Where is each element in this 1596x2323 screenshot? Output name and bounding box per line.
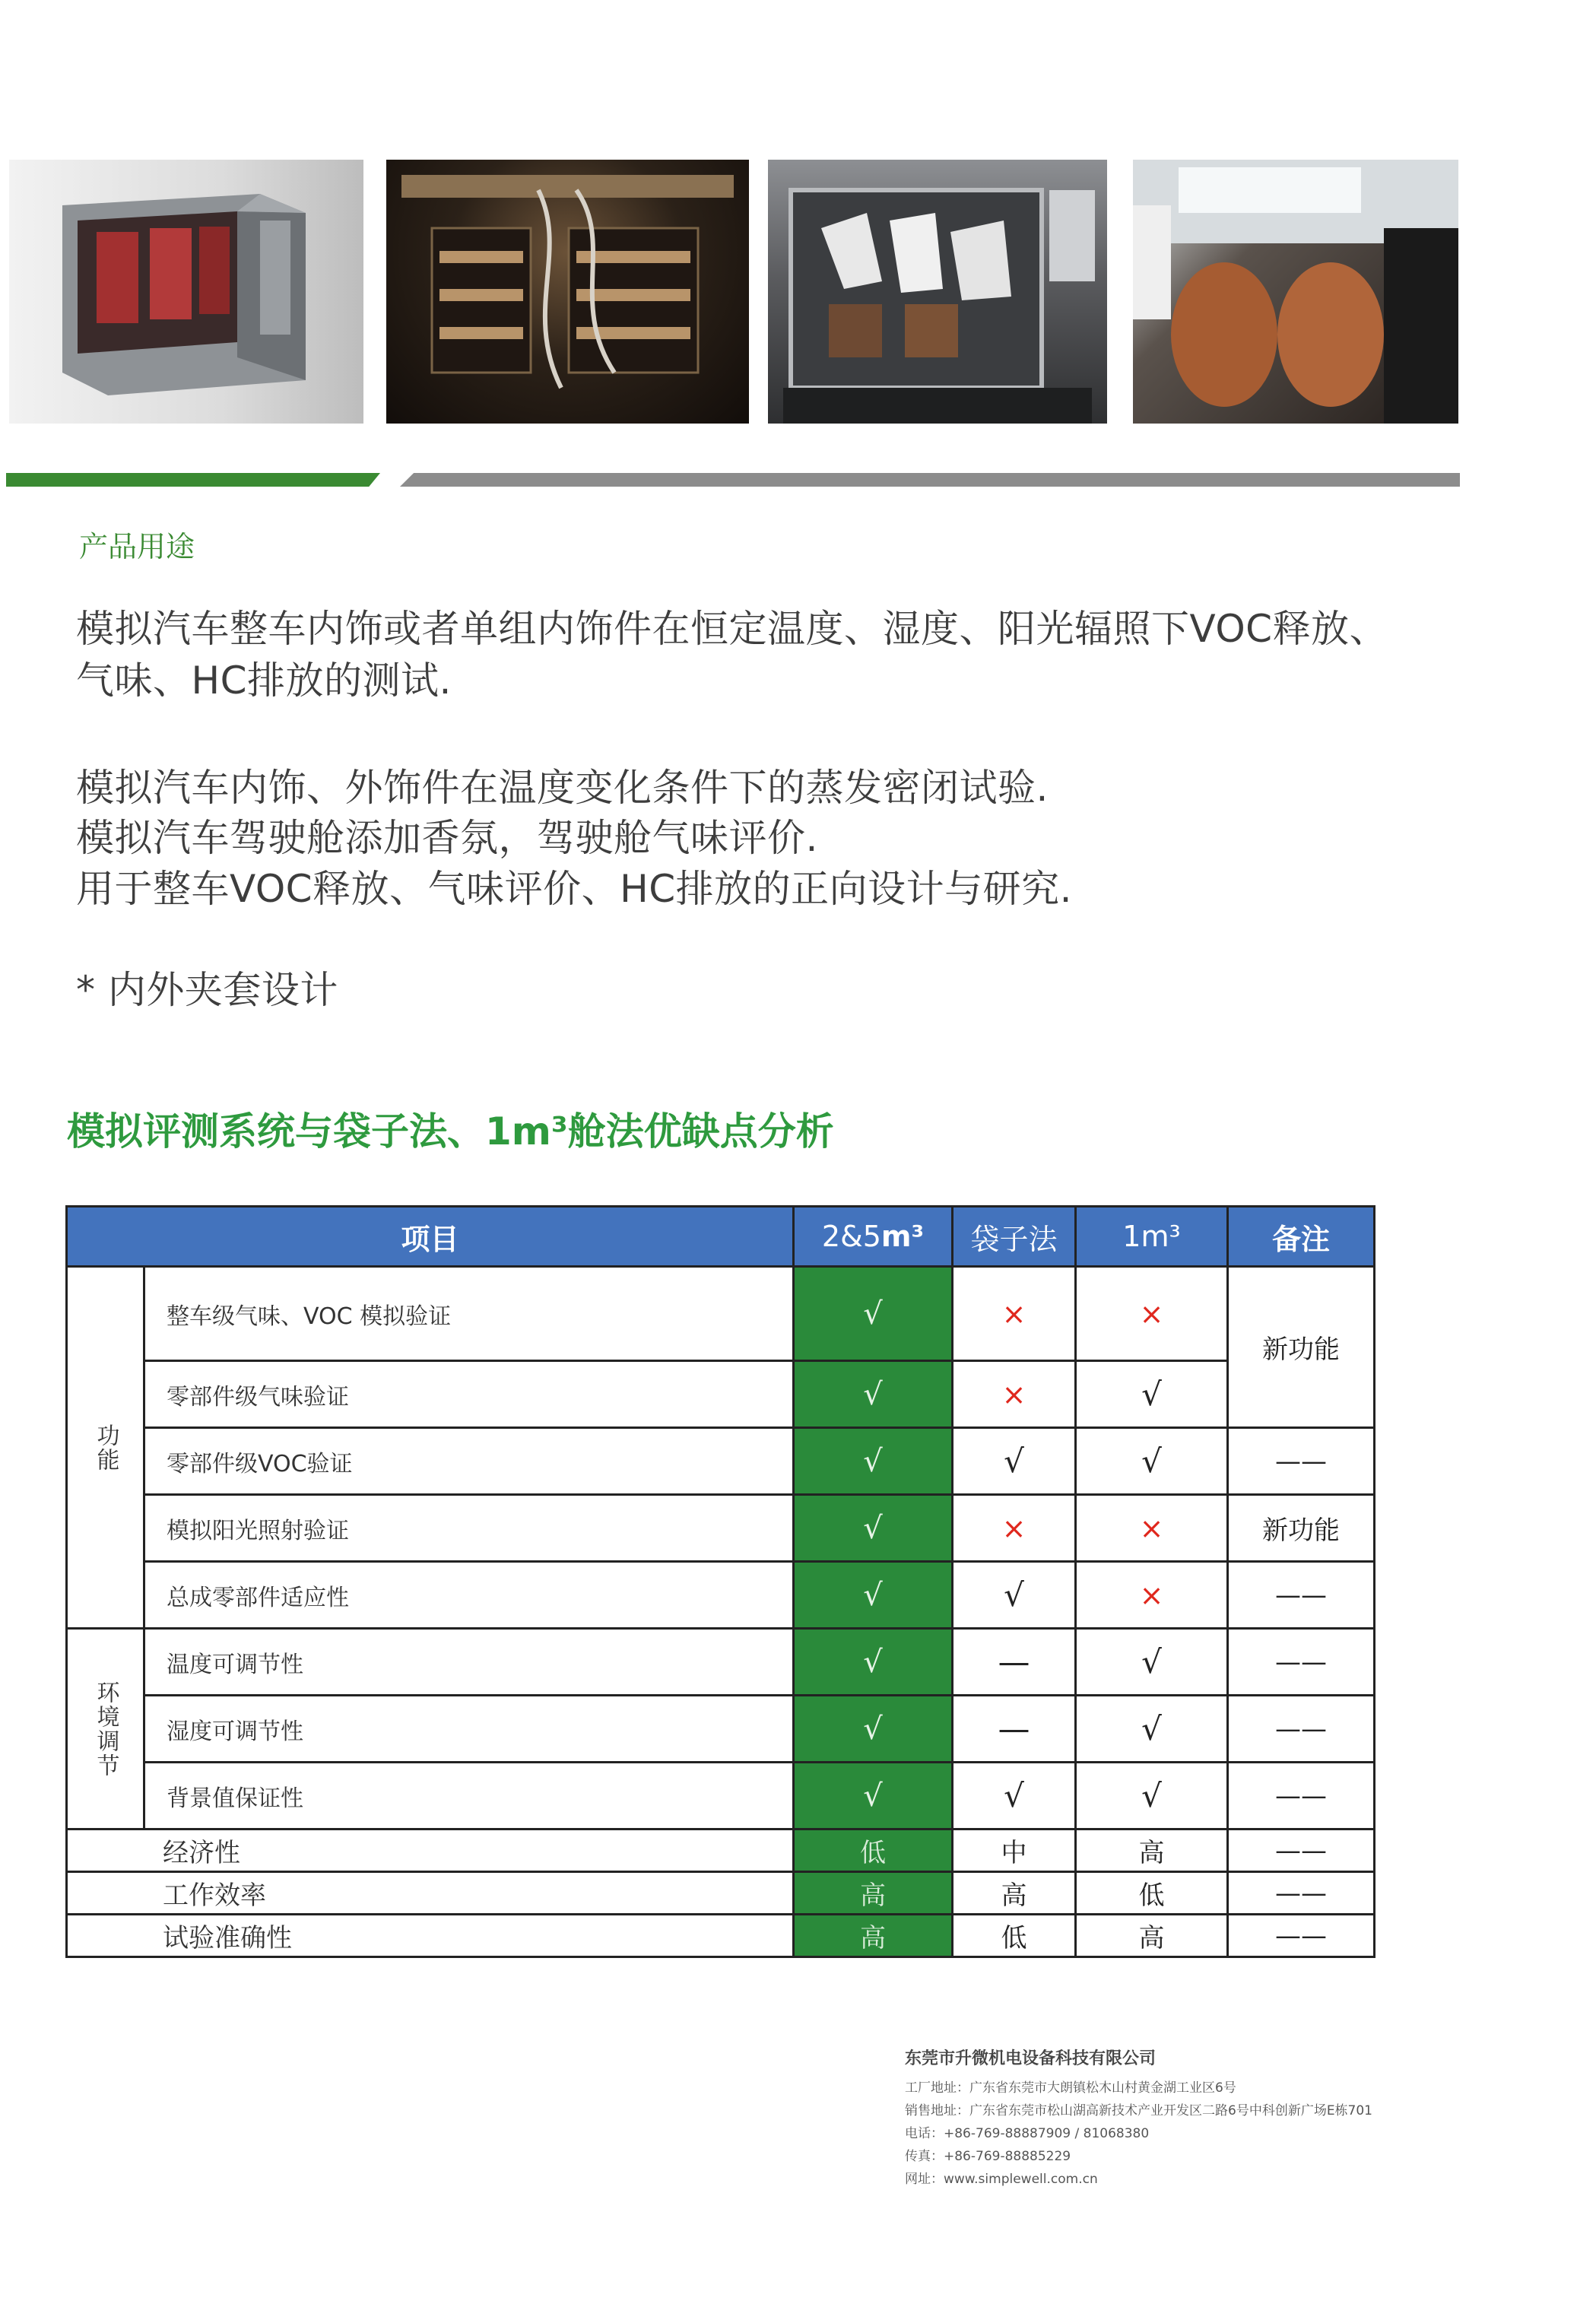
note-cell: —— xyxy=(1228,1562,1375,1629)
header-note: 备注 xyxy=(1228,1207,1375,1267)
table-row xyxy=(67,1763,1375,1830)
product-photo-chamber-interior xyxy=(386,160,749,424)
comparison-table xyxy=(65,1205,1375,1958)
cabin-cell: √ xyxy=(1076,1629,1228,1696)
bag-cell: — xyxy=(953,1696,1076,1763)
row-item-label: 温度可调节性 xyxy=(144,1629,794,1696)
table-row xyxy=(67,1267,1375,1361)
note-cell: —— xyxy=(1228,1428,1375,1495)
bag-cell: × xyxy=(953,1361,1076,1428)
table-row xyxy=(67,1872,1375,1915)
bag-cell: — xyxy=(953,1629,1076,1696)
cabin-cell: × xyxy=(1076,1495,1228,1562)
comparison-title: 模拟评测系统与袋子法、1m³舱法优缺点分析 xyxy=(67,1109,834,1154)
cabin-cell: 高 xyxy=(1076,1830,1228,1872)
table-row xyxy=(67,1361,1375,1428)
company-name: 东莞市升微机电设备科技有限公司 xyxy=(905,2049,1157,2068)
cabin-cell: 低 xyxy=(1076,1872,1228,1915)
system-cell: √ xyxy=(794,1495,953,1562)
note-cell: —— xyxy=(1228,1696,1375,1763)
note-cell: —— xyxy=(1228,1872,1375,1915)
body-line-4: 模拟汽车驾驶舱添加香氛，驾驶舱气味评价. xyxy=(76,816,818,860)
row-item-label: 湿度可调节性 xyxy=(144,1696,794,1763)
product-photo-vehicle-interior xyxy=(1133,160,1458,424)
table-header-row xyxy=(67,1207,1375,1267)
cabin-cell: × xyxy=(1076,1562,1228,1629)
system-cell: √ xyxy=(794,1267,953,1361)
system-cell: √ xyxy=(794,1562,953,1629)
body-line-5: 用于整车VOC释放、气味评价、HC排放的正向设计与研究. xyxy=(76,867,1072,911)
body-line-1: 模拟汽车整车内饰或者单组内饰件在恒定温度、湿度、阳光辐照下VOC释放、 xyxy=(76,607,1388,651)
phone-number: 电话：+86-769-88887909 / 81068380 xyxy=(905,2126,1150,2141)
cabin-cell: 高 xyxy=(1076,1915,1228,1957)
bag-cell: 低 xyxy=(953,1915,1076,1957)
note-cell: 新功能 xyxy=(1228,1267,1375,1428)
category-environment-cell xyxy=(67,1629,144,1830)
system-cell: 高 xyxy=(794,1915,953,1957)
header-1m3-cabin: 1m³ xyxy=(1076,1207,1228,1267)
row-item-label: 背景值保证性 xyxy=(144,1763,794,1830)
body-line-6: * 内外夹套设计 xyxy=(76,968,338,1012)
note-cell: —— xyxy=(1228,1763,1375,1830)
cabin-cell: × xyxy=(1076,1267,1228,1361)
system-cell: √ xyxy=(794,1428,953,1495)
product-photo-chamber-render xyxy=(9,160,363,424)
bag-cell: 高 xyxy=(953,1872,1076,1915)
factory-address: 工厂地址：广东省东莞市大朗镇松木山村黄金湖工业区6号 xyxy=(905,2080,1236,2096)
category-function-cell xyxy=(67,1267,144,1629)
system-cell: 高 xyxy=(794,1872,953,1915)
table-row xyxy=(67,1428,1375,1495)
bag-cell: √ xyxy=(953,1763,1076,1830)
row-item-label: 整车级气味、VOC 模拟验证 xyxy=(144,1267,794,1361)
body-line-3: 模拟汽车内饰、外饰件在温度变化条件下的蒸发密闭试验. xyxy=(76,766,1049,810)
bag-cell: × xyxy=(953,1495,1076,1562)
section-label: 产品用途 xyxy=(79,530,195,563)
table-row xyxy=(67,1696,1375,1763)
system-cell: √ xyxy=(794,1763,953,1830)
system-cell: √ xyxy=(794,1629,953,1696)
row-item-label: 零部件级VOC验证 xyxy=(144,1428,794,1495)
table-row xyxy=(67,1915,1375,1957)
divider-gray-stripe xyxy=(400,473,1460,487)
category-environment-label: 环境调节 xyxy=(92,1680,119,1778)
cabin-cell: √ xyxy=(1076,1428,1228,1495)
row-item-label: 试验准确性 xyxy=(67,1915,794,1957)
system-cell: √ xyxy=(794,1361,953,1428)
cabin-cell: √ xyxy=(1076,1696,1228,1763)
header-system: 2&5m³ xyxy=(794,1207,953,1267)
note-cell: —— xyxy=(1228,1830,1375,1872)
sales-address: 销售地址：广东省东莞市松山湖高新技术产业开发区二路6号中科创新广场E栋701 xyxy=(905,2103,1373,2118)
header-item: 项目 xyxy=(67,1207,794,1267)
bag-cell: √ xyxy=(953,1562,1076,1629)
row-item-label: 工作效率 xyxy=(67,1872,794,1915)
product-photo-test-chamber xyxy=(768,160,1107,424)
system-cell: 低 xyxy=(794,1830,953,1872)
row-item-label: 模拟阳光照射验证 xyxy=(144,1495,794,1562)
table-row xyxy=(67,1830,1375,1872)
note-cell: —— xyxy=(1228,1629,1375,1696)
note-cell: —— xyxy=(1228,1915,1375,1957)
table-row xyxy=(67,1629,1375,1696)
body-line-2: 气味、HC排放的测试. xyxy=(76,659,452,703)
row-item-label: 经济性 xyxy=(67,1830,794,1872)
divider-green-stripe xyxy=(6,473,380,487)
category-function-label: 功能 xyxy=(92,1423,119,1472)
system-cell: √ xyxy=(794,1696,953,1763)
bag-cell: 中 xyxy=(953,1830,1076,1872)
website: 网址：www.simplewell.com.cn xyxy=(905,2172,1098,2187)
cabin-cell: √ xyxy=(1076,1763,1228,1830)
company-footer xyxy=(905,2045,1372,2191)
header-bag-method: 袋子法 xyxy=(953,1207,1076,1267)
bag-cell: √ xyxy=(953,1428,1076,1495)
note-cell: 新功能 xyxy=(1228,1495,1375,1562)
row-item-label: 总成零部件适应性 xyxy=(144,1562,794,1629)
table-row xyxy=(67,1562,1375,1629)
bag-cell: × xyxy=(953,1267,1076,1361)
table-row xyxy=(67,1495,1375,1562)
fax-number: 传真：+86-769-88885229 xyxy=(905,2149,1071,2164)
row-item-label: 零部件级气味验证 xyxy=(144,1361,794,1428)
cabin-cell: √ xyxy=(1076,1361,1228,1428)
